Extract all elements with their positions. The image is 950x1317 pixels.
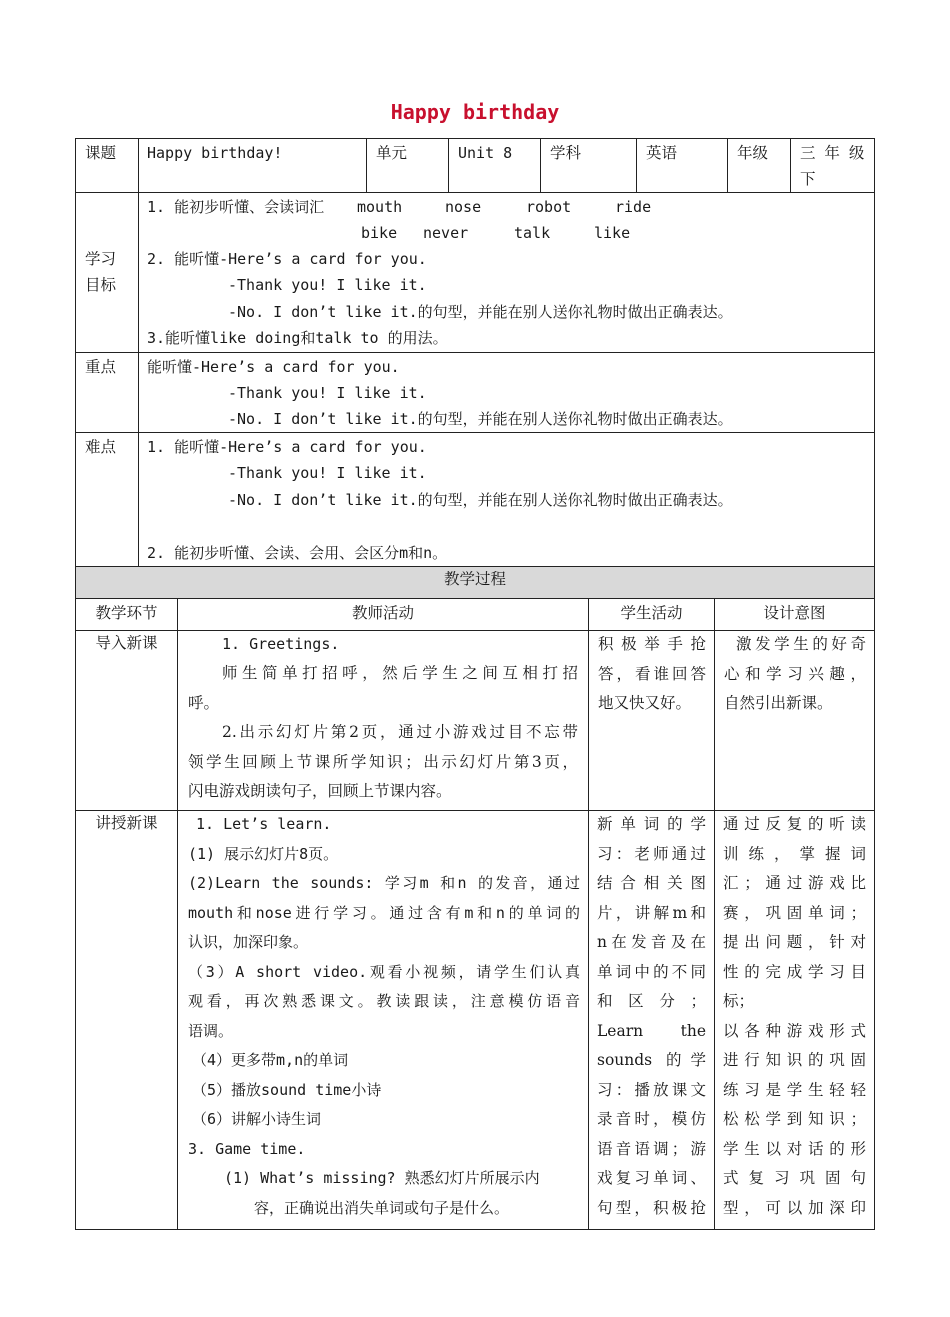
teach-student-line: 和 区 分 ； <box>597 992 706 1010</box>
intro-teacher-line: 呼。 <box>188 693 220 712</box>
intro-teacher-line: 闪电游戏朗读句子，回顾上节课内容。 <box>188 782 452 800</box>
teach-design-text <box>723 810 866 1223</box>
subject-value: 英语 <box>646 144 678 162</box>
table-border <box>75 432 875 433</box>
goal-word: robot <box>526 198 572 216</box>
key-point-cont: -No. I don’t like it.的句型，并能在别人送你礼物时做出正确表达。 <box>228 410 733 428</box>
intro-design-line: 激发学生的好奇 <box>736 635 866 653</box>
topic-value: Happy birthday! <box>147 144 283 162</box>
teach-student-text <box>597 810 706 1223</box>
table-border <box>366 138 367 192</box>
teach-student-line: sounds 的学 <box>597 1051 706 1069</box>
goal-word: never <box>423 224 469 242</box>
teach-design-line: 型，可以加深印 <box>723 1198 866 1217</box>
goals-label: 学习 <box>85 250 117 268</box>
goal-1: 1. 能初步听懂、会读词汇 <box>147 198 325 216</box>
teach-teacher-line: (1) 展示幻灯片8页。 <box>188 844 339 863</box>
table-border <box>75 138 875 139</box>
table-border <box>636 138 637 192</box>
table-border <box>75 192 875 193</box>
topic-label: 课题 <box>85 144 117 162</box>
intro-teacher-line: 领学生回顾上节课所学知识；出示幻灯片第3页， <box>188 752 578 771</box>
grade-value-cont: 下 <box>800 170 816 188</box>
intro-student-line: 地又快又好。 <box>598 694 692 712</box>
teach-student-line: 句型，积极抢 <box>597 1198 706 1217</box>
teach-design-line: 汇；通过游戏比 <box>723 874 866 892</box>
document-title: Happy birthday <box>390 100 560 124</box>
teach-teacher-line: (2)Learn the sounds: 学习m 和n 的发音，通过 <box>188 874 580 892</box>
key-points-label: 重点 <box>85 358 117 376</box>
teach-teacher-line: 观看，再次熟悉课文。教读跟读，注意模仿语音 <box>188 992 580 1010</box>
table-border <box>138 138 139 566</box>
goal-word: ride <box>615 198 652 216</box>
intro-teacher-line: 师生简单打招呼，然后学生之间互相打招 <box>222 664 578 682</box>
intro-teacher-text <box>188 659 578 807</box>
intro-teacher-line: 2.出示幻灯片第2页，通过小游戏过目不忘带 <box>222 723 578 741</box>
teach-design-line: 练习是学生轻轻 <box>723 1080 866 1099</box>
key-point-cont: -Thank you! I like it. <box>228 384 427 402</box>
goal-3: 3.能听懂like doing和talk to 的用法。 <box>147 329 448 347</box>
table-border <box>448 138 449 192</box>
intro-student-line: 积极举手抢 <box>598 635 706 653</box>
teach-teacher-line: (1) What’s missing? 熟悉幻灯片所展示内 <box>224 1169 540 1187</box>
difficulties-label: 难点 <box>85 438 117 456</box>
intro-stage: 导入新课 <box>95 634 158 652</box>
teach-teacher-line: （6）讲解小诗生词 <box>192 1110 322 1128</box>
teach-design-line: 以各种游戏形式 <box>723 1021 866 1040</box>
teach-student-line: 语音语调；游 <box>597 1139 706 1158</box>
intro-student-line: 答，看谁回答 <box>598 664 706 683</box>
teach-teacher-line: 容，正确说出消失单词或句子是什么。 <box>254 1198 510 1217</box>
teach-design-line: 训 练 ， 掌 握 词 <box>723 844 866 863</box>
table-border <box>588 598 589 1230</box>
grade-label: 年级 <box>737 144 769 162</box>
key-point: 能听懂-Here’s a card for you. <box>147 358 400 376</box>
teach-design-line: 式复习巩固句 <box>723 1169 866 1187</box>
teach-teacher-line: （5）播放sound time小诗 <box>192 1080 382 1099</box>
unit-value: Unit 8 <box>458 144 513 162</box>
difficulty-1-cont: -Thank you! I like it. <box>228 464 427 482</box>
teach-teacher-line: mouth和nose进行学习。通过含有m和n的单词的 <box>188 903 580 922</box>
teach-design-line: 标； <box>723 992 755 1010</box>
teach-design-line: 进行知识的巩固 <box>723 1051 866 1069</box>
table-border <box>727 138 728 192</box>
table-border <box>75 1229 875 1230</box>
table-border <box>874 138 875 1230</box>
teach-student-line: 结合相关图 <box>597 874 706 892</box>
teach-student-line: Learn the <box>597 1021 706 1040</box>
goal-word: bike <box>361 224 398 242</box>
intro-design-line: 自然引出新课。 <box>724 694 833 712</box>
grade-value: 三 年 级 <box>800 144 867 162</box>
intro-student-text <box>598 630 706 719</box>
table-border <box>75 598 875 599</box>
teach-student-line: 习：老师通过 <box>597 844 706 863</box>
unit-label: 单元 <box>376 144 408 162</box>
teach-design-line: 性的完成学习目 <box>723 962 866 981</box>
table-border <box>75 352 875 353</box>
teach-design-line: 通过反复的听读 <box>723 815 866 833</box>
teach-design-line: 赛，巩固单词； <box>723 903 866 922</box>
teach-student-line: 录音时，模仿 <box>597 1110 706 1128</box>
intro-design-text <box>724 630 866 719</box>
difficulty-1-cont: -No. I don’t like it.的句型，并能在别人送你礼物时做出正确表达。 <box>228 491 733 509</box>
teach-teacher-line: 1. Let’s learn. <box>196 815 332 833</box>
goal-word: talk <box>514 224 551 242</box>
teach-teacher-line: （4）更多带m,n的单词 <box>192 1051 349 1069</box>
col-student-header: 学生活动 <box>620 604 683 622</box>
teach-design-line: 学生以对话的形 <box>723 1139 866 1158</box>
goal-2-cont: -No. I don’t like it.的句型，并能在别人送你礼物时做出正确表达。 <box>228 303 733 321</box>
teach-student-line: 片，讲解m和 <box>597 903 706 922</box>
col-teacher-header: 教师活动 <box>351 604 414 622</box>
table-border <box>177 598 178 1230</box>
teach-design-line: 松松学到知识； <box>723 1110 866 1128</box>
process-title: 教学过程 <box>443 570 506 588</box>
teach-design-line: 提出问题，针对 <box>723 933 866 951</box>
teach-teacher-line: 语调。 <box>188 1021 234 1040</box>
teach-stage: 讲授新课 <box>95 814 158 832</box>
goal-2-cont: -Thank you! I like it. <box>228 276 427 294</box>
table-border <box>540 138 541 192</box>
teach-student-line: 戏复习单词、 <box>597 1169 706 1187</box>
teach-student-line: 新单词的学 <box>597 815 706 833</box>
subject-label: 学科 <box>550 144 582 162</box>
difficulty-2: 2. 能初步听懂、会读、会用、会区分m和n。 <box>147 544 448 562</box>
col-stage-header: 教学环节 <box>95 604 158 622</box>
teach-teacher-line: 认识，加深印象。 <box>188 933 309 951</box>
goal-word: like <box>594 224 631 242</box>
intro-teacher-line: 1. Greetings. <box>222 635 340 653</box>
goal-2: 2. 能听懂-Here’s a card for you. <box>147 250 427 268</box>
goal-word: nose <box>445 198 482 216</box>
table-border <box>75 138 76 1230</box>
difficulty-1: 1. 能听懂-Here’s a card for you. <box>147 438 427 456</box>
table-border <box>790 138 791 192</box>
table-border <box>714 598 715 1230</box>
teach-student-line: 单词中的不同 <box>597 962 706 981</box>
intro-design-line: 心和学习兴趣， <box>724 664 866 683</box>
goal-word: mouth <box>357 198 403 216</box>
teach-teacher-text <box>188 810 580 1223</box>
goals-label-cont: 目标 <box>85 276 117 294</box>
teach-student-line: 习：播放课文 <box>597 1080 706 1099</box>
teach-student-line: n在发音及在 <box>597 933 706 951</box>
col-design-header: 设计意图 <box>763 604 826 622</box>
teach-teacher-line: （3）A short video.观看小视频，请学生们认真 <box>188 962 580 981</box>
teach-teacher-line: 3. Game time. <box>188 1139 306 1158</box>
